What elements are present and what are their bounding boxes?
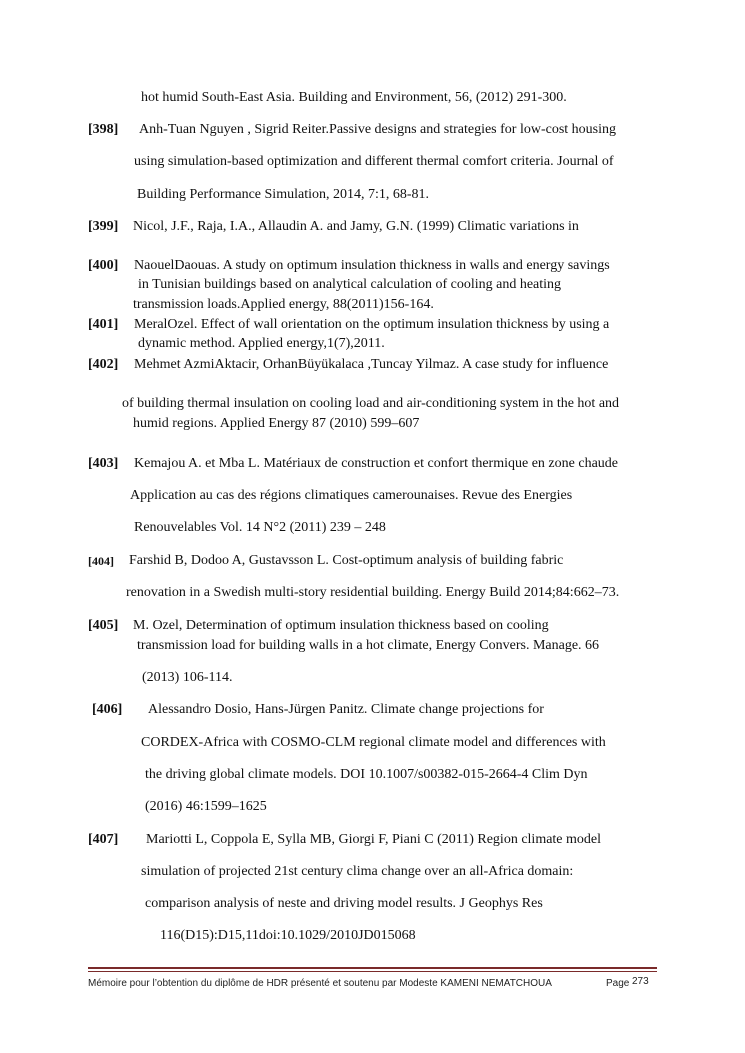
reference-text: Kemajou A. et Mba L. Matériaux de construction et confort thermique en zone chaude bbox=[134, 456, 618, 471]
footer-text: Mémoire pour l’obtention du diplôme de HDR présenté et soutenu par Modeste KAMENI NEMATCHOUA bbox=[88, 978, 552, 989]
reference-text: humid regions. Applied Energy 87 (2010) 599–607 bbox=[133, 416, 420, 431]
reference-text: (2013) 106-114. bbox=[142, 670, 233, 685]
reference-text: M. Ozel, Determination of optimum insulation thickness based on cooling bbox=[133, 618, 549, 633]
reference-text: renovation in a Swedish multi-story residential building. Energy Build 2014;84:662–73. bbox=[126, 585, 620, 600]
reference-text: Renouvelables Vol. 14 N°2 (2011) 239 – 248 bbox=[134, 520, 386, 535]
reference-number: [404] bbox=[88, 554, 114, 568]
footer-page-label: Page bbox=[606, 978, 630, 989]
reference-text: transmission loads.Applied energy, 88(2011)156-164. bbox=[133, 297, 434, 312]
reference-number: [400] bbox=[88, 258, 119, 273]
footer-rule bbox=[88, 971, 657, 972]
reference-text: (2016) 46:1599–1625 bbox=[145, 799, 267, 814]
reference-number: [407] bbox=[88, 832, 119, 847]
reference-number: [406] bbox=[92, 702, 123, 717]
reference-number: [398] bbox=[88, 122, 119, 137]
reference-text: in Tunisian buildings based on analytical calculation of cooling and heating bbox=[138, 277, 562, 292]
reference-text: Farshid B, Dodoo A, Gustavsson L. Cost-optimum analysis of building fabric bbox=[129, 553, 564, 568]
reference-text: the driving global climate models. DOI 10.1007/s00382-015-2664-4 Clim Dyn bbox=[145, 767, 588, 782]
reference-text: 116(D15):D15,11doi:10.1029/2010JD015068 bbox=[160, 928, 416, 943]
footer-rule bbox=[88, 967, 657, 969]
reference-text: Building Performance Simulation, 2014, 7:1, 68-81. bbox=[137, 187, 430, 202]
reference-text: Mehmet AzmiAktacir, OrhanBüyükalaca ,Tuncay Yilmaz. A case study for influence bbox=[134, 357, 609, 372]
reference-text: dynamic method. Applied energy,1(7),2011. bbox=[138, 336, 385, 351]
reference-text: comparison analysis of neste and driving model results. J Geophys Res bbox=[145, 896, 543, 911]
reference-text: hot humid South-East Asia. Building and Environment, 56, (2012) 291-300. bbox=[141, 90, 567, 105]
reference-text: Nicol, J.F., Raja, I.A., Allaudin A. and Jamy, G.N. (1999) Climatic variations in bbox=[133, 219, 579, 234]
reference-number: [402] bbox=[88, 357, 119, 372]
reference-text: Application au cas des régions climatiques camerounaises. Revue des Energies bbox=[130, 488, 573, 503]
reference-text: simulation of projected 21st century clima change over an all-Africa domain: bbox=[141, 864, 574, 879]
page-number: 273 bbox=[632, 976, 649, 987]
reference-text: NaouelDaouas. A study on optimum insulation thickness in walls and energy savings bbox=[134, 258, 610, 273]
reference-number: [401] bbox=[88, 317, 119, 332]
reference-text: using simulation-based optimization and different thermal comfort criteria. Journal of bbox=[134, 154, 614, 169]
reference-number: [399] bbox=[88, 219, 119, 234]
reference-text: of building thermal insulation on cooling load and air-conditioning system in the hot and bbox=[122, 396, 620, 411]
reference-text: Mariotti L, Coppola E, Sylla MB, Giorgi F, Piani C (2011) Region climate model bbox=[146, 832, 602, 847]
reference-number: [403] bbox=[88, 456, 119, 471]
reference-text: CORDEX-Africa with COSMO-CLM regional climate model and differences with bbox=[141, 735, 606, 750]
reference-text: Anh-Tuan Nguyen , Sigrid Reiter.Passive designs and strategies for low-cost housing bbox=[139, 122, 616, 137]
reference-text: transmission load for building walls in a hot climate, Energy Convers. Manage. 66 bbox=[137, 638, 600, 653]
reference-text: MeralOzel. Effect of wall orientation on the optimum insulation thickness by using a bbox=[134, 317, 610, 332]
reference-text: Alessandro Dosio, Hans-Jürgen Panitz. Climate change projections for bbox=[148, 702, 544, 717]
reference-number: [405] bbox=[88, 618, 119, 633]
